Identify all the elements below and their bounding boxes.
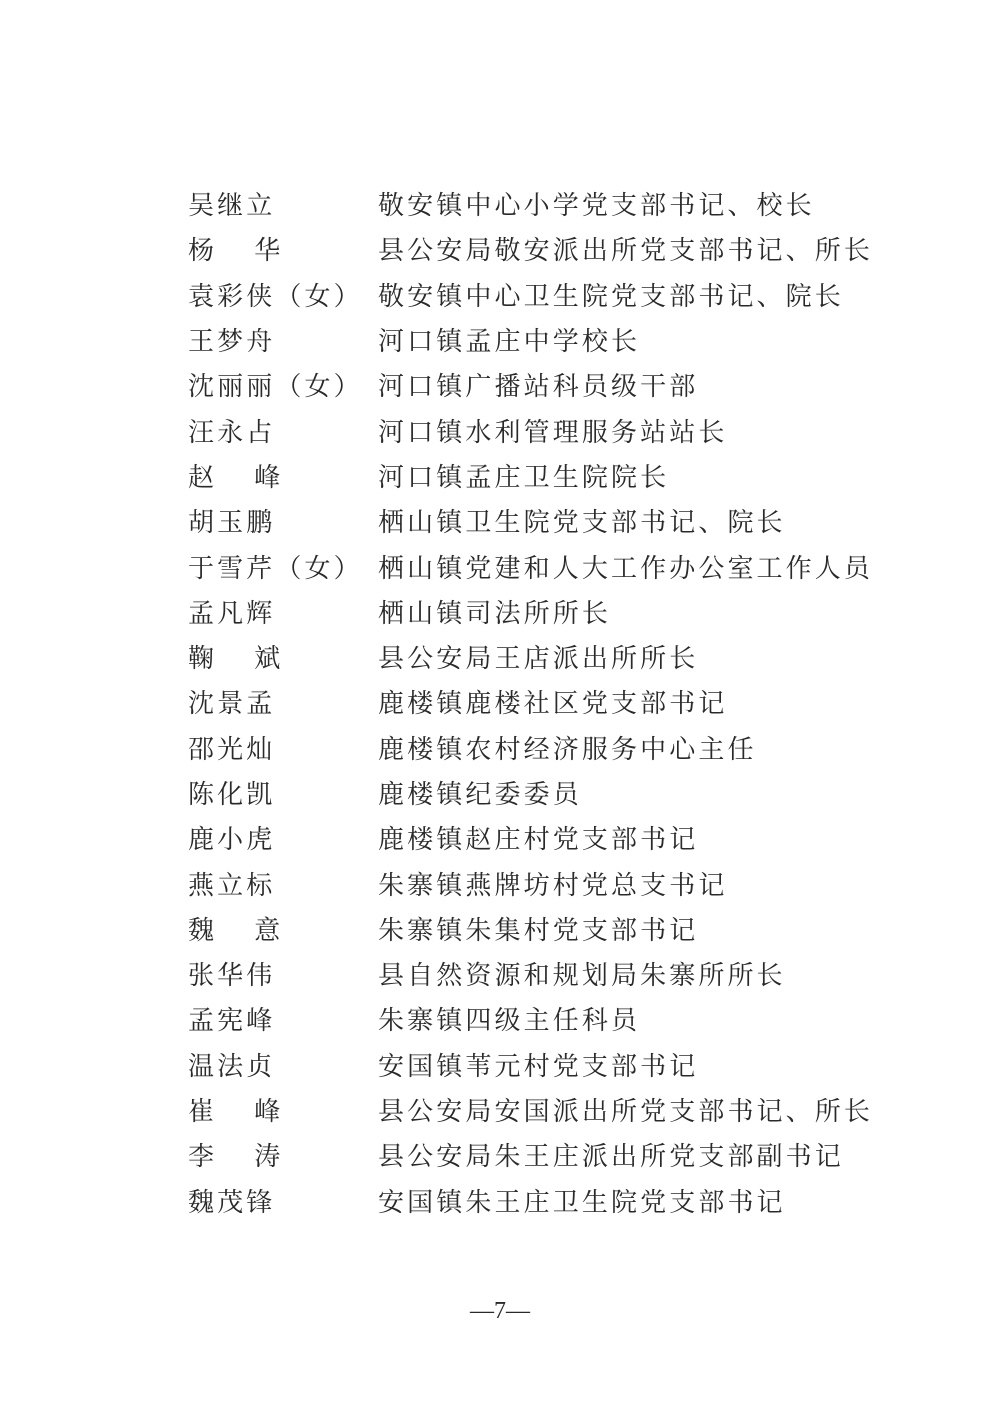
list-item <box>188 317 868 362</box>
person-name: 沈丽丽（女） <box>188 372 363 403</box>
person-title: 河口镇广播站科员级干部 <box>378 372 699 403</box>
page-number: —7— <box>470 1298 530 1324</box>
list-item <box>188 860 868 905</box>
list-item <box>188 272 868 317</box>
person-title: 县公安局王店派出所所长 <box>378 644 699 675</box>
person-title: 朱寨镇四级主任科员 <box>378 1006 641 1037</box>
person-name: 邵光灿 <box>188 734 276 765</box>
person-name: 孟宪峰 <box>188 1006 276 1037</box>
person-title: 鹿楼镇鹿楼社区党支部书记 <box>378 689 728 720</box>
person-name: 杨华 <box>188 236 321 267</box>
person-name: 吴继立 <box>188 191 276 222</box>
list-item <box>188 770 868 815</box>
list-item <box>188 407 868 452</box>
person-name: 燕立标 <box>188 870 276 901</box>
person-title: 朱寨镇朱集村党支部书记 <box>378 915 699 946</box>
person-title: 鹿楼镇赵庄村党支部书记 <box>378 825 699 856</box>
person-name: 魏意 <box>188 915 321 946</box>
list-item <box>188 543 874 588</box>
list-item <box>188 1042 868 1087</box>
list-item <box>188 453 868 498</box>
person-title: 安国镇苇元村党支部书记 <box>378 1051 699 1082</box>
person-name: 于雪芹（女） <box>188 553 363 584</box>
person-title: 栖山镇卫生院党支部书记、院长 <box>378 508 786 539</box>
person-name: 袁彩侠（女） <box>188 281 363 312</box>
person-name: 陈化凯 <box>188 780 276 810</box>
person-name: 温法贞 <box>188 1051 276 1082</box>
list-item <box>188 362 868 407</box>
person-name: 李涛 <box>188 1142 321 1173</box>
person-title: 河口镇孟庄中学校长 <box>378 327 641 358</box>
person-title: 县公安局安国派出所党支部书记、所长 <box>378 1097 874 1128</box>
person-name: 王梦舟 <box>188 327 276 358</box>
person-title: 河口镇孟庄卫生院院长 <box>378 462 670 493</box>
person-name: 崔峰 <box>188 1097 321 1128</box>
list-item <box>188 725 868 770</box>
person-title: 敬安镇中心小学党支部书记、校长 <box>378 191 815 222</box>
list-item <box>188 996 868 1041</box>
list-item <box>188 226 874 271</box>
person-title: 安国镇朱王庄卫生院党支部书记 <box>378 1187 786 1218</box>
list-item <box>188 1132 868 1177</box>
list-item <box>188 951 868 996</box>
person-title: 鹿楼镇农村经济服务中心主任 <box>378 734 757 765</box>
list-item <box>188 634 868 679</box>
person-title: 栖山镇党建和人大工作办公室工作人员 <box>378 553 874 584</box>
person-name: 赵峰 <box>188 462 321 493</box>
list-item <box>188 498 868 543</box>
person-name: 鹿小虎 <box>188 825 276 856</box>
list-item <box>188 181 868 226</box>
person-title: 县自然资源和规划局朱寨所所长 <box>378 961 786 992</box>
person-name: 胡玉鹏 <box>188 508 276 539</box>
list-item <box>188 906 868 951</box>
person-name: 张华伟 <box>188 961 276 992</box>
list-item <box>188 679 868 724</box>
list-item <box>188 589 868 634</box>
person-title: 栖山镇司法所所长 <box>378 598 611 629</box>
person-name: 沈景孟 <box>188 689 276 720</box>
person-name: 汪永占 <box>188 417 276 448</box>
person-title: 鹿楼镇纪委委员 <box>378 780 582 810</box>
person-title: 朱寨镇燕牌坊村党总支书记 <box>378 870 728 901</box>
list-item <box>188 1087 874 1132</box>
person-title: 敬安镇中心卫生院党支部书记、院长 <box>378 281 844 312</box>
person-name: 孟凡辉 <box>188 598 276 629</box>
person-name: 鞠斌 <box>188 644 321 675</box>
person-title: 县公安局朱王庄派出所党支部副书记 <box>378 1142 844 1173</box>
list-item <box>188 815 868 860</box>
person-name: 魏茂锋 <box>188 1187 276 1218</box>
list-item <box>188 1178 868 1223</box>
personnel-list <box>188 181 874 1223</box>
person-title: 县公安局敬安派出所党支部书记、所长 <box>378 236 874 267</box>
person-title: 河口镇水利管理服务站站长 <box>378 417 728 448</box>
